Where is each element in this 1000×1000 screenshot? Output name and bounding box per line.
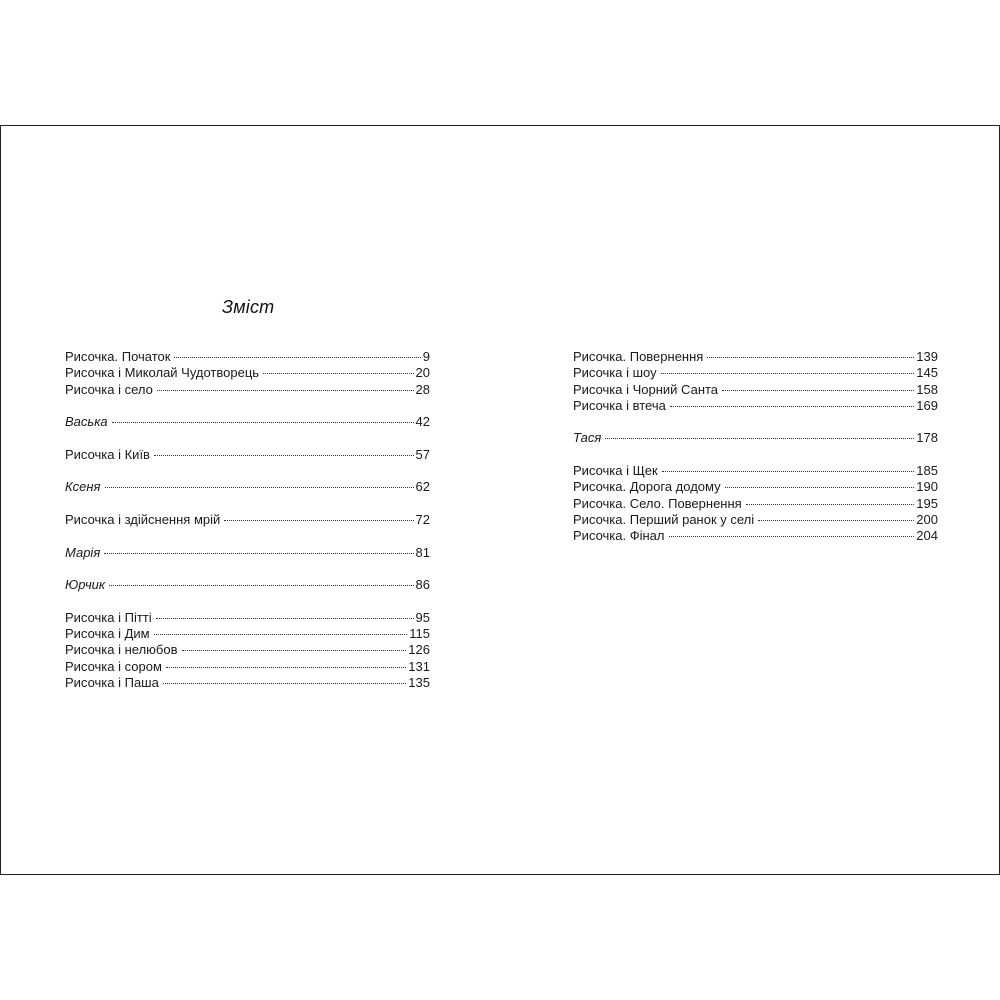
toc-entry-page-number: 95	[415, 609, 430, 625]
toc-entry-page-number: 81	[415, 544, 430, 560]
dot-leader	[105, 487, 414, 488]
toc-entry-page-number: 62	[415, 479, 430, 495]
toc-entry-page-number: 86	[415, 577, 430, 593]
dot-leader	[104, 553, 413, 554]
toc-entry-title: Рисочка і втеча	[573, 397, 666, 413]
toc-entry-page-number: 72	[415, 511, 430, 527]
dot-leader	[722, 390, 914, 391]
toc-entry	[65, 447, 430, 463]
toc-entry	[65, 577, 430, 593]
toc-entry-title: Рисочка і Чорний Санта	[573, 381, 719, 397]
toc-entry-title: Васька	[65, 414, 108, 430]
toc-entry-title: Рисочка і здійснення мрій	[65, 511, 221, 527]
dot-leader	[166, 667, 406, 668]
dot-leader	[157, 390, 414, 391]
toc-entry-title: Рисочка і шоу	[573, 365, 657, 381]
dot-leader	[662, 471, 915, 472]
toc-entry	[573, 430, 938, 446]
toc-entry	[573, 479, 938, 495]
toc-entry-page-number: 42	[415, 414, 430, 430]
toc-entry-title: Тася	[573, 430, 602, 446]
toc-right-column	[573, 349, 938, 545]
dot-leader	[109, 585, 413, 586]
toc-entry-title: Юрчик	[65, 577, 106, 593]
dot-leader	[669, 536, 915, 537]
toc-entry-page-number: 20	[415, 365, 430, 381]
toc-entry	[65, 642, 430, 658]
toc-left-column	[65, 349, 430, 691]
dot-leader	[758, 520, 914, 521]
toc-entry-page-number: 126	[408, 642, 430, 658]
dot-leader	[163, 683, 406, 684]
toc-entry	[65, 659, 430, 675]
toc-entry-page-number: 145	[916, 365, 938, 381]
toc-entry	[65, 626, 430, 642]
dot-leader	[154, 455, 414, 456]
dot-leader	[263, 373, 413, 374]
dot-leader	[154, 634, 408, 635]
toc-entry	[573, 398, 938, 414]
toc-entry-title: Рисочка і Київ	[65, 446, 150, 462]
toc-entry-title: Рисочка і Паша	[65, 674, 159, 690]
toc-entry	[65, 365, 430, 381]
toc-entry-title: Рисочка і село	[65, 381, 153, 397]
dot-leader	[670, 406, 914, 407]
dot-leader	[725, 487, 915, 488]
toc-entry-title: Рисочка і сором	[65, 658, 162, 674]
toc-entry-page-number: 204	[916, 528, 938, 544]
toc-entry-title: Рисочка. Перший ранок у селі	[573, 511, 755, 527]
toc-entry	[65, 610, 430, 626]
toc-entry	[65, 479, 430, 495]
toc-entry-title: Рисочка і нелюбов	[65, 642, 178, 658]
dot-leader	[174, 357, 420, 358]
toc-entry-page-number: 115	[409, 626, 430, 642]
toc-entry-page-number: 200	[916, 511, 938, 527]
dot-leader	[224, 520, 413, 521]
toc-entry-page-number: 178	[916, 430, 938, 446]
toc-title: Зміст	[222, 297, 275, 317]
toc-entry	[573, 365, 938, 381]
toc-entry-title: Рисочка і Пітті	[65, 609, 152, 625]
toc-entry	[65, 382, 430, 398]
toc-entry-page-number: 190	[916, 479, 938, 495]
toc-entry-page-number: 185	[916, 463, 938, 479]
toc-entry-title: Рисочка і Дим	[65, 626, 150, 642]
toc-entry-title: Рисочка і Миколай Чудотворець	[65, 365, 260, 381]
toc-entry	[573, 382, 938, 398]
dot-leader	[182, 650, 407, 651]
book-spread	[0, 125, 1000, 875]
toc-entry	[65, 512, 430, 528]
toc-entry-title: Марія	[65, 544, 101, 560]
toc-entry-page-number: 158	[916, 381, 938, 397]
toc-entry-title: Рисочка. Село. Повернення	[573, 495, 742, 511]
toc-entry	[573, 463, 938, 479]
toc-entry-page-number: 131	[408, 658, 430, 674]
toc-entry	[573, 496, 938, 512]
toc-entry-page-number: 9	[422, 349, 430, 364]
toc-entry	[573, 528, 938, 544]
dot-leader	[661, 373, 915, 374]
toc-entry	[65, 349, 430, 365]
toc-entry	[573, 349, 938, 365]
toc-entry	[65, 675, 430, 691]
toc-entry-title: Рисочка. Початок	[65, 349, 171, 364]
toc-entry-title: Ксеня	[65, 479, 101, 495]
toc-entry-title: Рисочка. Дорога додому	[573, 479, 721, 495]
toc-entry	[65, 414, 430, 430]
dot-leader	[156, 618, 414, 619]
dot-leader	[605, 438, 914, 439]
dot-leader	[112, 422, 414, 423]
toc-entry-title: Рисочка і Щек	[573, 463, 658, 479]
toc-entry-page-number: 195	[916, 495, 938, 511]
toc-entry-page-number: 139	[916, 349, 938, 364]
toc-entry	[573, 512, 938, 528]
toc-entry-page-number: 28	[415, 381, 430, 397]
toc-entry-page-number: 135	[408, 674, 430, 690]
dot-leader	[707, 357, 914, 358]
toc-entry-page-number: 169	[916, 397, 938, 413]
toc-entry	[65, 545, 430, 561]
toc-entry-title: Рисочка. Повернення	[573, 349, 704, 364]
toc-entry-title: Рисочка. Фінал	[573, 528, 665, 544]
toc-entry-page-number: 57	[415, 446, 430, 462]
dot-leader	[746, 504, 915, 505]
